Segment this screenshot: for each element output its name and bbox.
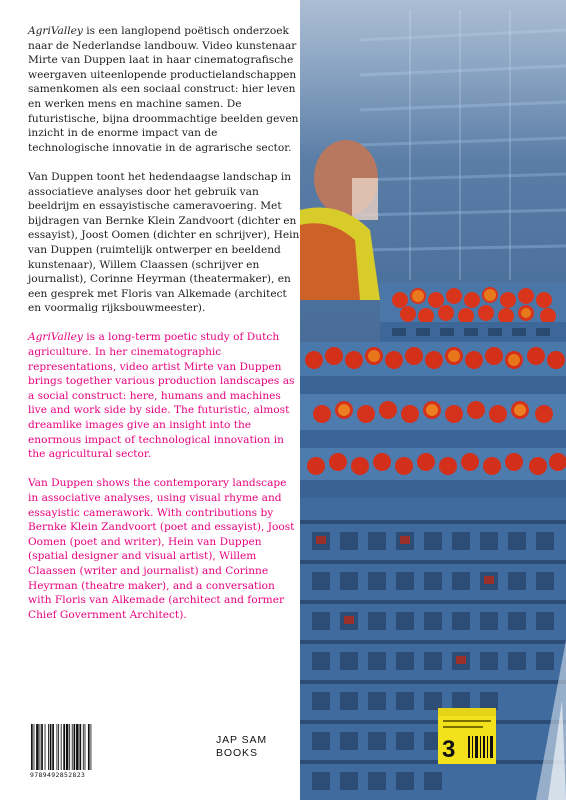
barcode-bar [69,724,70,770]
isbn-barcode [30,724,112,770]
barcode-bar [63,724,65,770]
dutch-paragraph-2: Van Duppen toont het hedendaagse landschap in associatieve analyses door het gebruik van beeldrijm en essayistische cameravoering. Met bijdragen van Bernke Klein Zandvoort (dichter en essayist), Joost Oomen (dichter en schrijver), Hein van Duppen (ruimtelijk ontwerper en beeldend kunstenaar), Willem Claassen (schrijver en journalist), Corinne Heyrman (theatermaker), en een gesprek met Floris van Alkemade (architect en voormalig rijksbouwmeester). [28,170,300,315]
barcode-bar [91,724,92,770]
english-paragraph-1: AgriValley is a long-term poetic study of Dutch agriculture. In her cinematographic representations, video artist Mirte van Duppen brings together various production landscapes as a social construct: here, humans and machines live and work side by side. The futuristic, almost dreamlike images give an insight into the enormous impact of technological innovation in the agricultural sector. [28,331,295,461]
barcode-bar [66,724,69,770]
isbn-digits: 9789492852823 [30,771,86,779]
barcode-bar [74,724,76,770]
crate-label-number: 3 [442,736,456,763]
barcode-bar [41,724,43,770]
publisher-logo [216,734,267,759]
cover-photo-tomato-crates [300,0,566,800]
barcode-bar [79,724,81,770]
barcode-bar [31,724,33,770]
barcode-bar [52,724,54,770]
book-title-dutch: AgriValley [28,25,83,37]
barcode-bar [50,724,52,770]
barcode-bar [36,724,39,770]
barcode-bar [83,724,84,770]
crate-label [438,708,496,764]
barcode-bar [34,724,35,770]
barcode-bar [72,724,73,770]
barcode-bar [57,724,58,770]
barcode-bar [45,724,46,770]
barcode-bar [58,724,59,770]
publisher-line-2: BOOKS [216,746,258,759]
publisher-line-1: JAP SAM [216,734,268,746]
barcode-bar [61,724,62,770]
barcode-bar [40,724,41,770]
barcode-bar [76,724,79,770]
back-cover-text [28,24,300,637]
barcode-bar [88,724,90,770]
barcode-bar [85,724,86,770]
book-title-english: AgriValley [28,331,83,344]
dutch-paragraph-1: AgriValley is een langlopend poëtisch onderzoek naar de Nederlandse landbouw. Video kunstenaar Mirte van Duppen laat in haar cinematografische weergaven uiteenlopende productielandschappen samenkomen als een sociaal construct: hier leven en werken mens en machine samen. De futuristische, bijna droommachtige beelden geven inzicht in de enorme impact van de technologische innovatie in de agrarische sector. [28,25,299,154]
english-paragraph-2: Van Duppen shows the contemporary landscape in associative analyses, using visual rhyme and essayistic camerawork. With contributions by Bernke Klein Zandvoort (poet and essayist), Joost Oomen (poet and writer), Hein van Duppen (spatial designer and visual artist), Willem Claassen (writer and journalist) and Corinne Heyrman (theatre maker), and a conversation with Floris van Alkemade (architect and former Chief Government Architect). [28,477,295,621]
barcode-bar [48,724,49,770]
